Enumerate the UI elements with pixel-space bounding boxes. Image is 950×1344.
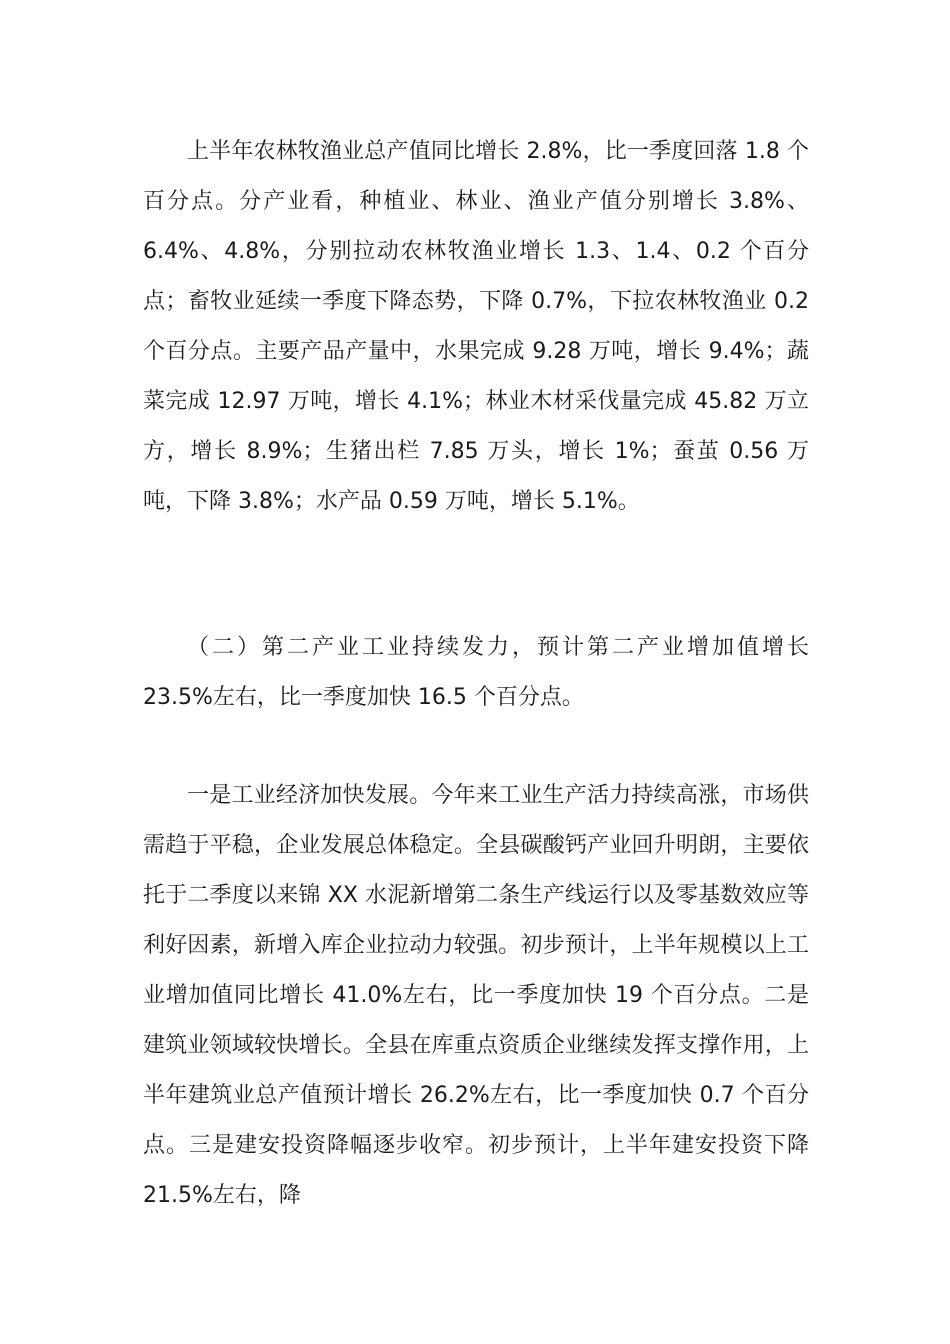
paragraph-agriculture: 上半年农林牧渔业总产值同比增长 2.8%，比一季度回落 1.8 个百分点。分产业看，种植业、林业、渔业产值分别增长 3.8%、6.4%、4.8%，分别拉动农林牧渔业增长 1.3、1.4、0.2 个百分点；畜牧业延续一季度下降态势，下降 0.7%，下拉农林牧渔业 0.2 个百分点。主要产品产量中，水果完成 9.28 万吨，增长 9.4%；蔬菜完成 12.97 万吨，增长 4.1%；林业木材采伐量完成 45.82 万立方，增长 8.9%；生猪出栏 7.85 万头，增长 1%；蚕茧 0.56 万吨，下降 3.8%；水产品 0.59 万吨，增长 5.1%。 <box>143 139 809 514</box>
paragraph-industry-details: 一是工业经济加快发展。今年来工业生产活力持续高涨，市场供需趋于平稳，企业发展总体稳定。全县碳酸钙产业回升明朗，主要依托于二季度以来锦 XX 水泥新增第二条生产线运行以及零基数效应等利好因素，新增入库企业拉动力较强。初步预计，上半年规模以上工业增加值同比增长 41.0%左右，比一季度加快 19 个百分点。二是建筑业领域较快增长。全县在库重点资质企业继续发挥支撑作用，上半年建筑业总产值预计增长 26.2%左右，比一季度加快 0.7 个百分点。三是建安投资降幅逐步收窄。初步预计，上半年建安投资下降 21.5%左右，降 <box>143 783 809 1208</box>
paragraph-secondary-industry-heading: （二）第二产业工业持续发力，预计第二产业增加值增长 23.5%左右，比一季度加快 16.5 个百分点。 <box>143 635 809 710</box>
